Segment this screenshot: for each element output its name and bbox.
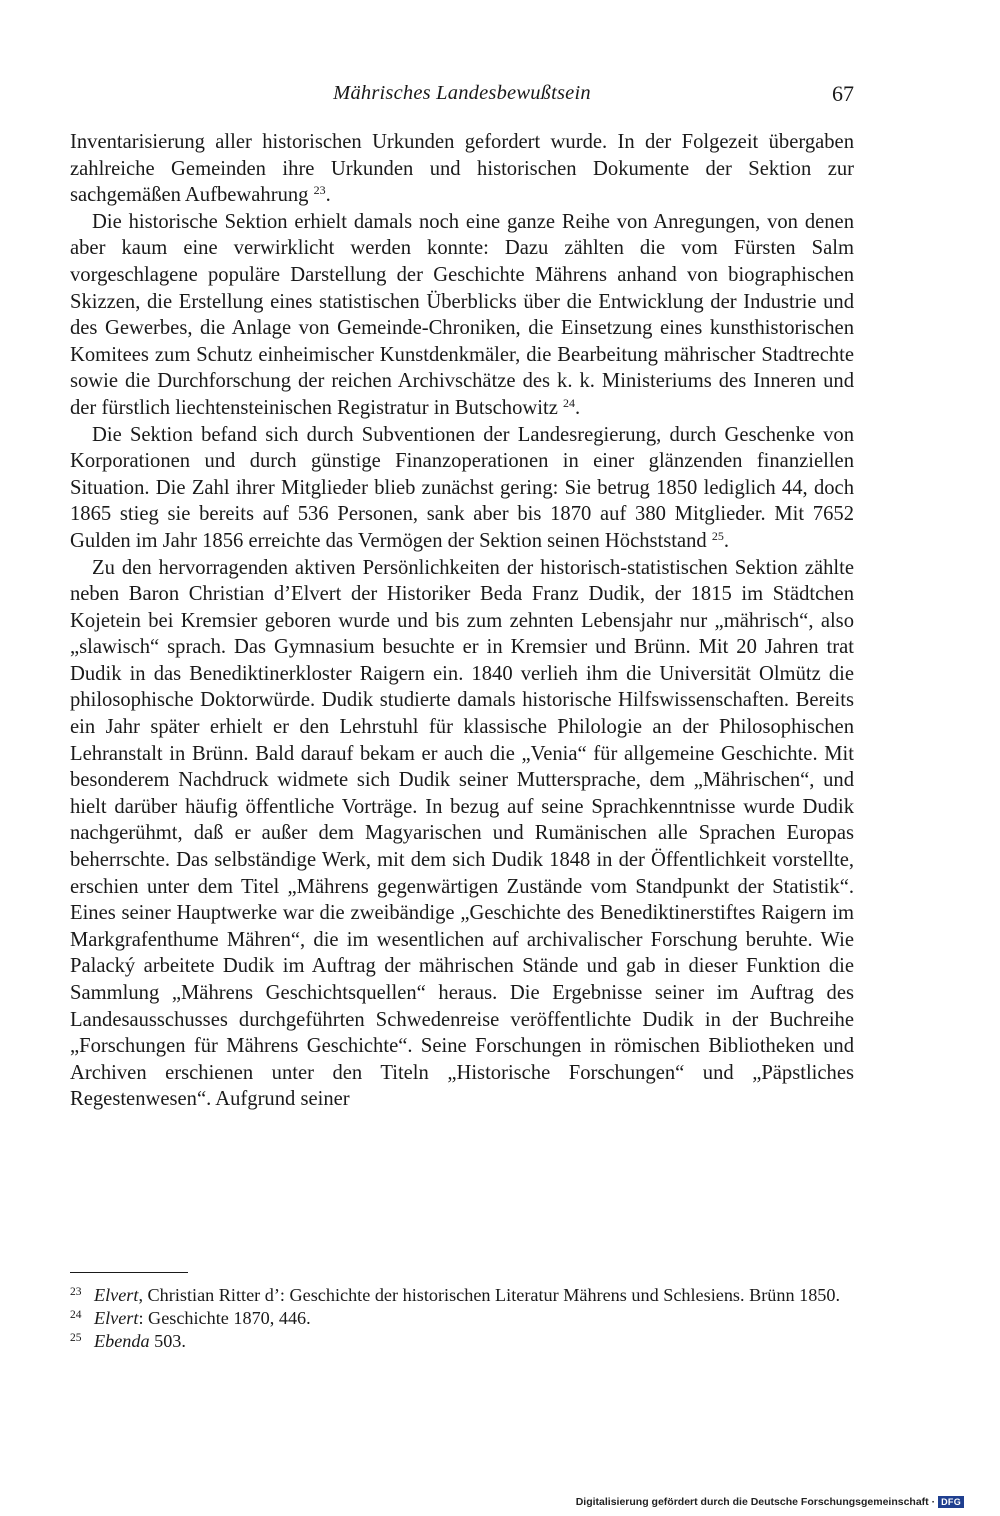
footnote — [70, 1330, 860, 1353]
paragraph-text: Zu den hervorragenden aktiven Persönlichkeiten der historisch-statistischen Sektion zählte neben Baron Christian d’Elvert der Historiker Beda Franz Dudik, der 1815 im Städtchen Kojetein bei Kremsier geboren wurde und bis zum zehnten Lebensjahr nur „mährisch“, also „slawisch“ sprach. Das Gymnasium besuchte er in Kremsier und Brünn. Mit 20 Jahren trat Dudik in das Benediktinerkloster Raigern ein. 1840 verlieh ihm die Universität Olmütz die philosophische Doktorwürde. Dudik studierte damals historische Hilfswissenschaften. Bereits ein Jahr später erhielt er den Lehrstuhl für klassische Philologie an der Philosophischen Lehranstalt in Brünn. Bald darauf bekam er auch die „Venia“ für allgemeine Geschichte. Mit besonderem Nachdruck widmete sich Dudik seiner Muttersprache, dem „Mährischen“, und hielt darüber häufig öffentliche Vorträge. In bezug auf seine Sprachkenntnisse wurde Dudik nachgerühmt, daß er außer dem Magyarischen und Rumänischen alle Sprachen Europas beherrschte. Das selbständige Werk, mit dem sich Dudik 1848 in der Öffentlichkeit vorstellte, erschien unter dem Titel „Mährens gegenwärtigen Zustände vom Standpunkt der Statistik“. Eines seiner Hauptwerke war die zweibändige „Geschichte des Benediktinerstiftes Raigern im Markgrafenthume Mähren“, die im wesentlichen auf archivalischer Forschung beruhte. Wie Palacký arbeitete Dudik im Auftrag der mährischen Stände und gab in dieser Funktion die Sammlung „Mährens Geschichtsquellen“ heraus. Die Ergebnisse seiner im Auftrag des Landesausschusses durchgeführten Schwedenreise veröffentlichte Dudik in der Buchreihe „Forschungen für Mährens Geschichte“. Seine Forschungen in römischen Bibliotheken und Archiven erschienen unter den Titeln „Historische Forschungen“ und „Päpstliches Regestenwesen“. Aufgrund seiner — [70, 556, 854, 1111]
footnote-reference: 25 — [711, 528, 724, 543]
paragraph — [70, 209, 854, 422]
footnote-text: 503. — [149, 1330, 186, 1351]
body-text — [70, 129, 854, 1113]
paragraph-end: . — [723, 529, 730, 552]
footnote-text: , Christian Ritter d’: Geschichte der historischen Literatur Mährens und Schlesiens. Brünn 1850. — [138, 1285, 841, 1305]
paragraph — [70, 422, 854, 555]
paragraph-text: Die historische Sektion erhielt damals noch eine ganze Reihe von Anregungen, von denen aber kaum eine verwirklicht werden konnte: Dazu zählten die vom Fürsten Salm vorgeschlagene populäre Darstellung der Geschichte Mährens anhand von biographischen Skizzen, die Erstellung eines statistischen Überblicks über die Entwicklung der Industrie und des Gewerbes, die Anlage von Gemeinde-Chroniken, die Einsetzung eines kunsthistorischen Komitees zum Schutz einheimischer Kunstdenkmäler, die Bearbeitung mährischer Stadtrechte sowie die Durchforschung der reichen Archivschätze des k. k. Ministeriums des Inneren und der fürstlich liechtensteinischen Registratur in Butschowitz — [70, 210, 854, 419]
paragraph-text: Die Sektion befand sich durch Subventionen der Landesregierung, durch Geschenke von Korporationen und durch günstige Finanzoperationen in einer glänzenden finanziellen Situation. Die Zahl ihrer Mitglieder blieb zunächst gering: Sie betrug 1850 lediglich 44, doch 1865 stieg sie bereits auf 536 Personen, sank aber bis 1870 auf 380 Mitglieder. Mit 7652 Gulden im Jahr 1856 erreichte das Vermögen der Sektion seinen Höchststand — [70, 423, 854, 552]
footnote-text: : Geschichte 1870, 446. — [138, 1307, 311, 1328]
footnote-reference: 23 — [313, 183, 326, 198]
footnote — [70, 1284, 860, 1307]
page-header — [70, 82, 854, 112]
paragraph — [70, 555, 854, 1113]
paragraph — [70, 129, 854, 209]
footnote — [70, 1307, 860, 1330]
running-title: Mährisches Landesbewußtsein — [333, 82, 591, 104]
footnote-author: Ebenda — [94, 1330, 150, 1351]
paragraph-text: Inventarisierung aller historischen Urkunden gefordert wurde. In der Folgezeit übergaben zahlreiche Gemeinden ihre Urkunden und historischen Dokumente der Sektion zur sachgemäßen Aufbewahrung — [70, 131, 854, 207]
page-number: 67 — [832, 81, 854, 106]
footnote-author: Elvert — [94, 1285, 139, 1305]
footnote-mark: 24 — [70, 1308, 82, 1321]
footnote-divider — [70, 1272, 188, 1273]
paragraph-end: . — [574, 396, 581, 419]
dfg-logo-icon: DFG — [938, 1496, 964, 1508]
footnote-mark: 25 — [70, 1331, 82, 1344]
footnote-reference: 24 — [562, 395, 575, 410]
footnote-author: Elvert — [94, 1307, 139, 1328]
footnotes — [70, 1284, 860, 1352]
credit-text: Digitalisierung gefördert durch die Deutsche Forschungsgemeinschaft · — [575, 1496, 936, 1508]
paragraph-end: . — [325, 184, 331, 207]
footnote-mark: 23 — [70, 1286, 82, 1298]
digitization-credit — [576, 1496, 964, 1508]
